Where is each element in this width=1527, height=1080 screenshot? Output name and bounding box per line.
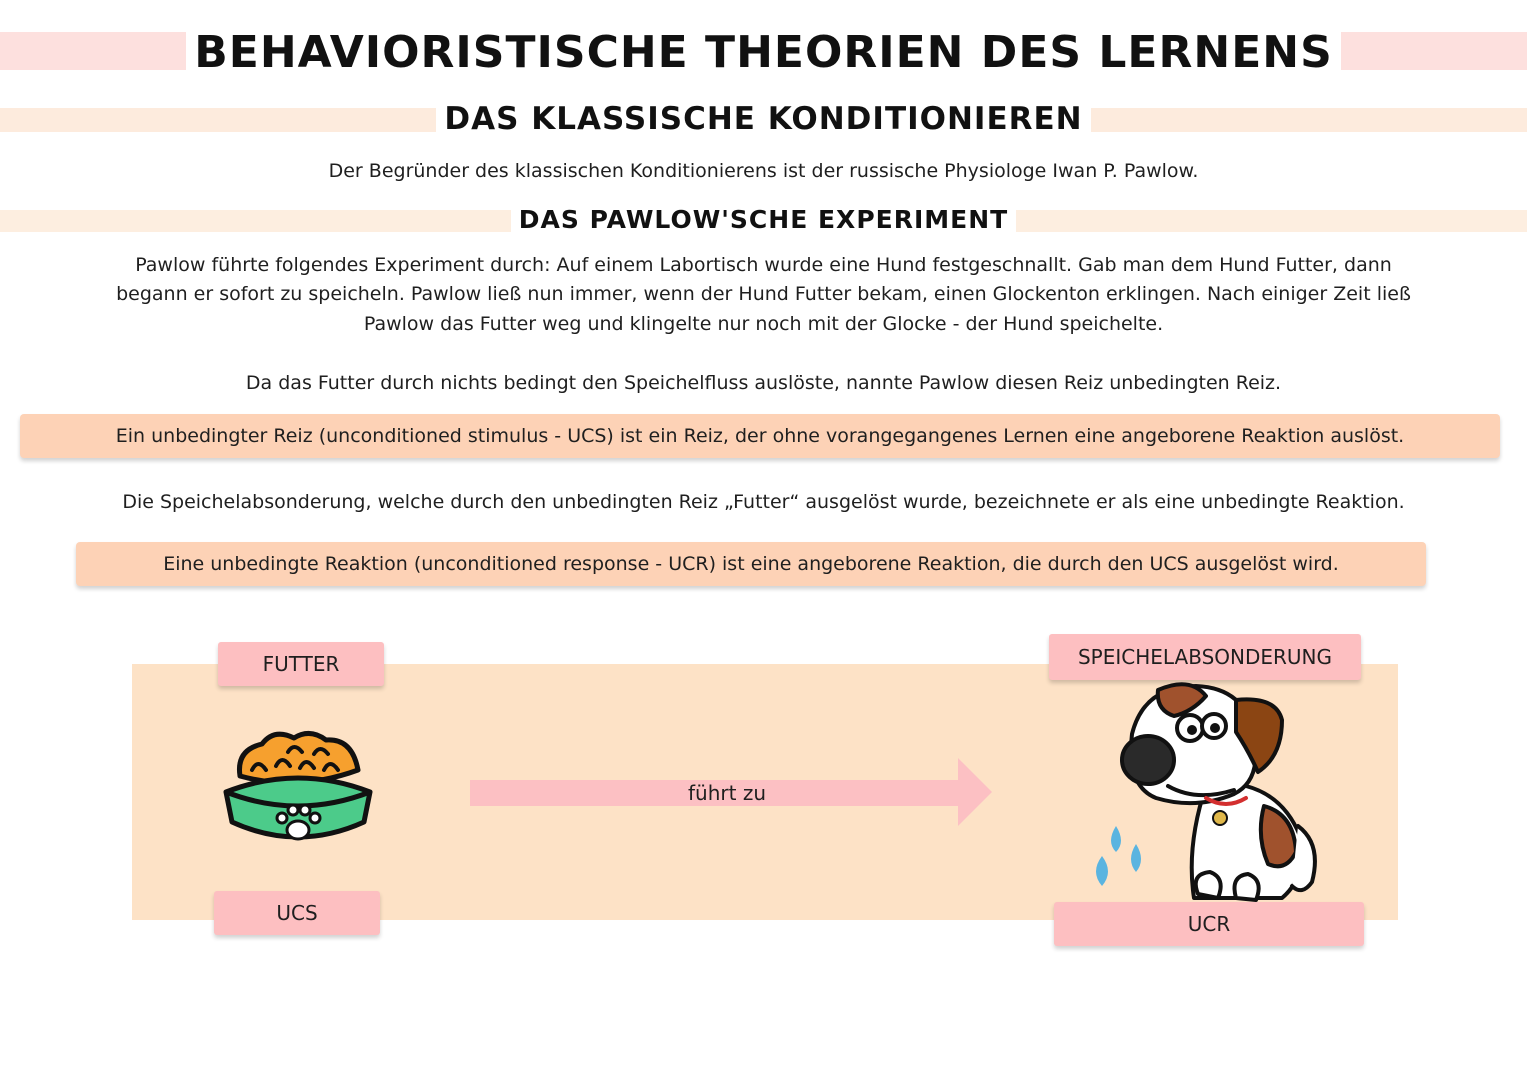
page-title: BEHAVIORISTISCHE THEORIEN DES LERNENS (0, 24, 1527, 82)
page-subtitle: DAS KLASSISCHE KONDITIONIEREN (0, 98, 1527, 140)
food-bowl-icon (218, 730, 378, 855)
ucs-definition-box: Ein unbedingter Reiz (unconditioned stimulus - UCS) ist ein Reiz, der ohne vorangegangenes Lernen eine angeborene Reaktion auslöst. (20, 414, 1500, 458)
section-heading: DAS PAWLOW'SCHE EXPERIMENT (0, 202, 1527, 238)
unconditioned-stimulus-text: Da das Futter durch nichts bedingt den Speichelfluss auslöste, nannte Pawlow diesen Reiz unbedingten Reiz. (245, 372, 1282, 394)
stimulus-code-label: UCS (214, 891, 380, 935)
experiment-line-1: Pawlow führte folgendes Experiment durch: Auf einem Labortisch wurde eine Hund festgeschnallt. Gab man dem Hund Futter, dann (135, 254, 1392, 276)
salivating-dog-icon (1086, 676, 1328, 908)
experiment-line-3: Pawlow das Futter weg und klingelte nur noch mit der Glocke - der Hund speichelte. (363, 313, 1164, 335)
response-code-label: UCR (1054, 902, 1364, 946)
experiment-line-2: begann er sofort zu speicheln. Pawlow ließ nun immer, wenn der Hund Futter bekam, einen Glockenton erklingen. Nach einiger Zeit ließ (116, 283, 1411, 305)
unconditioned-response-text: Die Speichelabsonderung, welche durch den unbedingten Reiz „Futter“ ausgelöst wurde, bezeichnete er als eine unbedingte Reaktion. (122, 491, 1405, 513)
intro-text: Der Begründer des klassischen Konditionierens ist der russische Physiologe Iwan P. Pawlow. (328, 160, 1199, 182)
arrow-label: führt zu (688, 781, 766, 805)
response-label: SPEICHELABSONDERUNG (1049, 634, 1361, 680)
ucr-definition-box: Eine unbedingte Reaktion (unconditioned response - UCR) ist eine angeborene Reaktion, die durch den UCS ausgelöst wird. (76, 542, 1426, 586)
stimulus-label: FUTTER (218, 642, 384, 686)
